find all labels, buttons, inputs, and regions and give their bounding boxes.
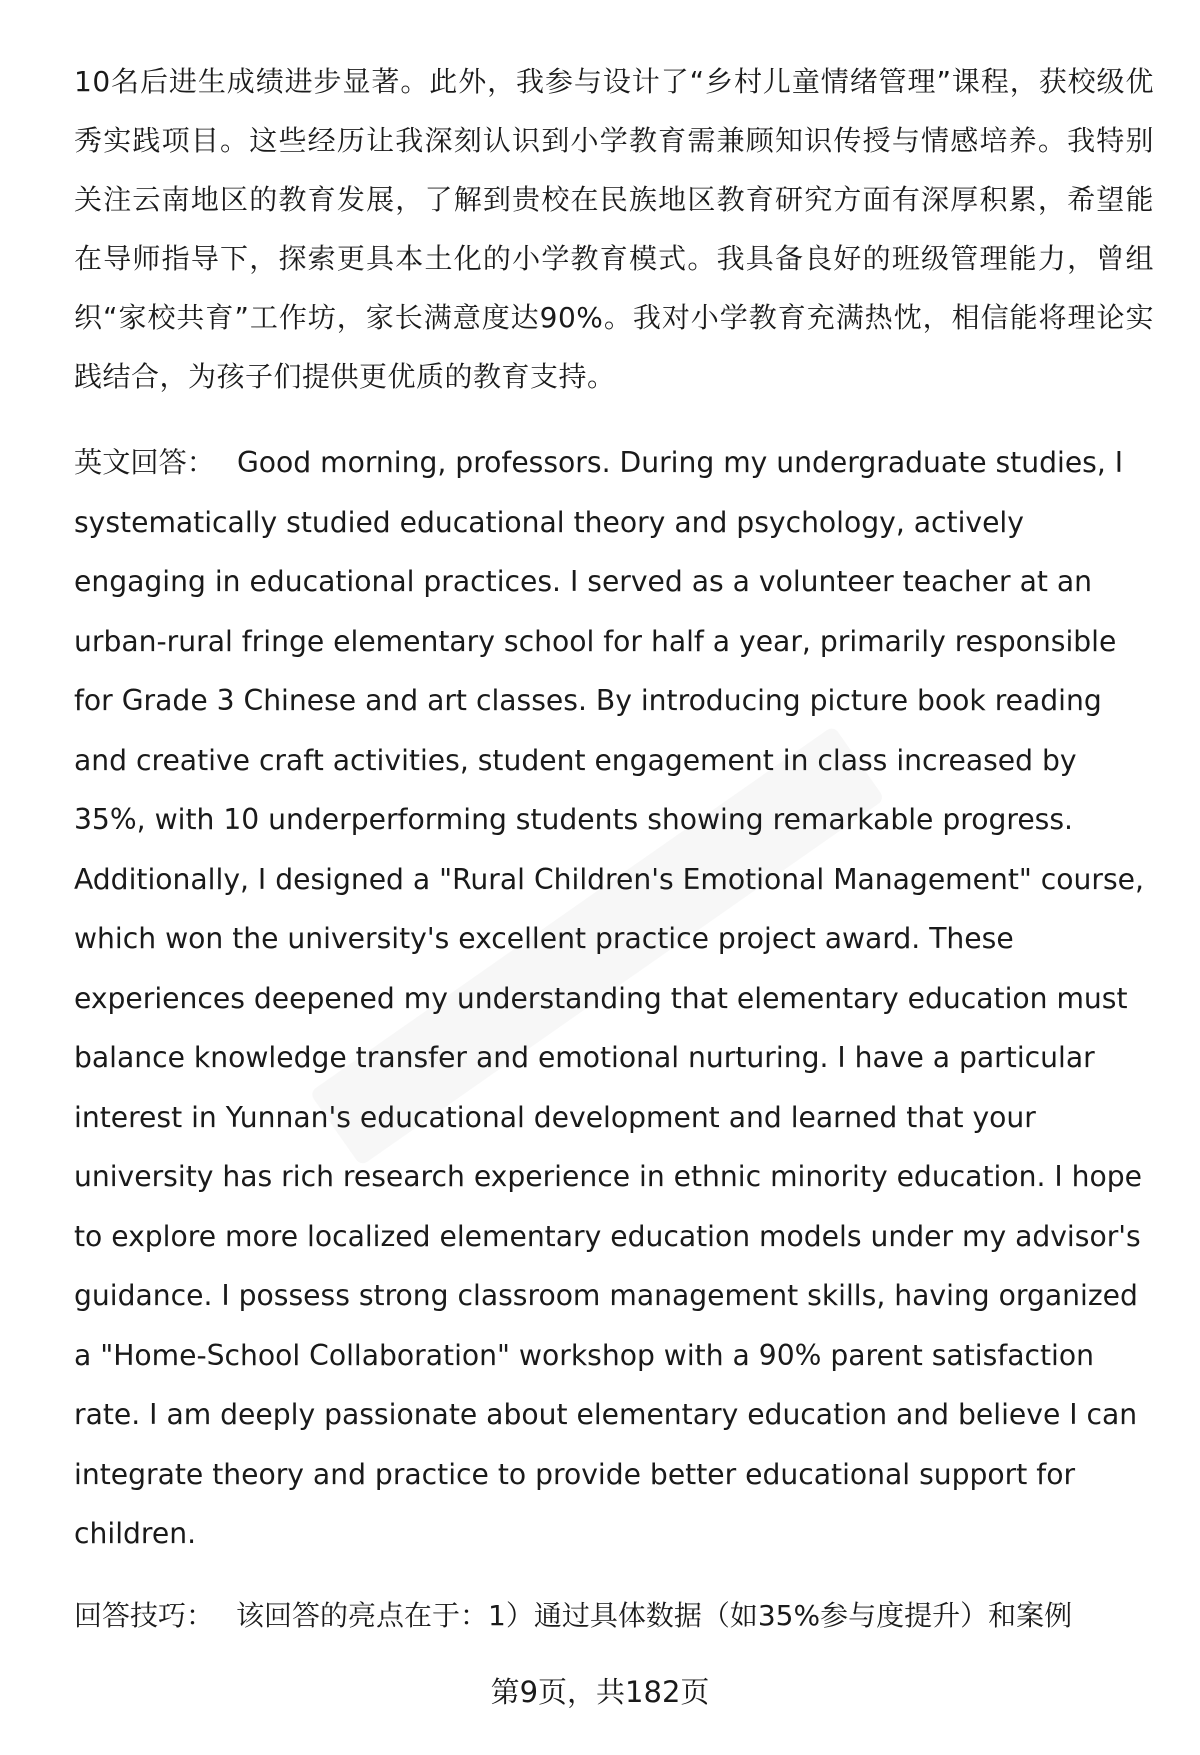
page-indicator: 第9页，共182页 xyxy=(490,1675,710,1709)
answer-tip-text: 该回答的亮点在于：1）通过具体数据（如35%参与度提升）和案例 xyxy=(236,1598,1073,1632)
english-answer-label: 英文回答： xyxy=(74,446,215,479)
document-page xyxy=(74,52,1154,1645)
english-answer-text: Good morning, professors. During my undergraduate studies, I systematically studied educational theory and psychology, actively engaging in educational practices. I served as a volunteer teacher at an urban-rural fringe elementary school for half a year, primarily responsible for Grade 3 Chinese and art classes. By introducing picture book reading and creative craft activities, student engagement in class increased by 35%, with 10 underperforming students showing remarkable progress. Additionally, I designed a "Rural Children's Emotional Management" course, which won the university's excellent practice project award. These experiences deepened my understanding that elementary education must balance knowledge transfer and emotional nurturing. I have a particular interest in Yunnan's educational development and learned that your university has rich research experience in ethnic minority education. I hope to explore more localized elementary education models under my advisor's guidance. I possess strong classroom management skills, having organized a "Home-School Collaboration" workshop with a 90% parent satisfaction rate. I am deeply passionate about elementary education and believe I can integrate theory and practice to provide better educational support for children. xyxy=(74,446,1144,1550)
answer-tip-paragraph xyxy=(74,1586,1154,1645)
answer-tip-label: 回答技巧： xyxy=(74,1598,215,1632)
english-answer-paragraph xyxy=(74,433,1154,1564)
chinese-answer-paragraph: 10名后进生成绩进步显著。此外，我参与设计了“乡村儿童情绪管理”课程，获校级优秀实践项目。这些经历让我深刻认识到小学教育需兼顾知识传授与情感培养。我特别关注云南地区的教育发展，了解到贵校在民族地区教育研究方面有深厚积累，希望能在导师指导下，探索更具本土化的小学教育模式。我具备良好的班级管理能力，曾组织“家校共育”工作坊，家长满意度达90%。我对小学教育充满热忱，相信能将理论实践结合，为孩子们提供更优质的教育支持。 xyxy=(74,65,1154,393)
page-footer xyxy=(0,1672,1200,1712)
